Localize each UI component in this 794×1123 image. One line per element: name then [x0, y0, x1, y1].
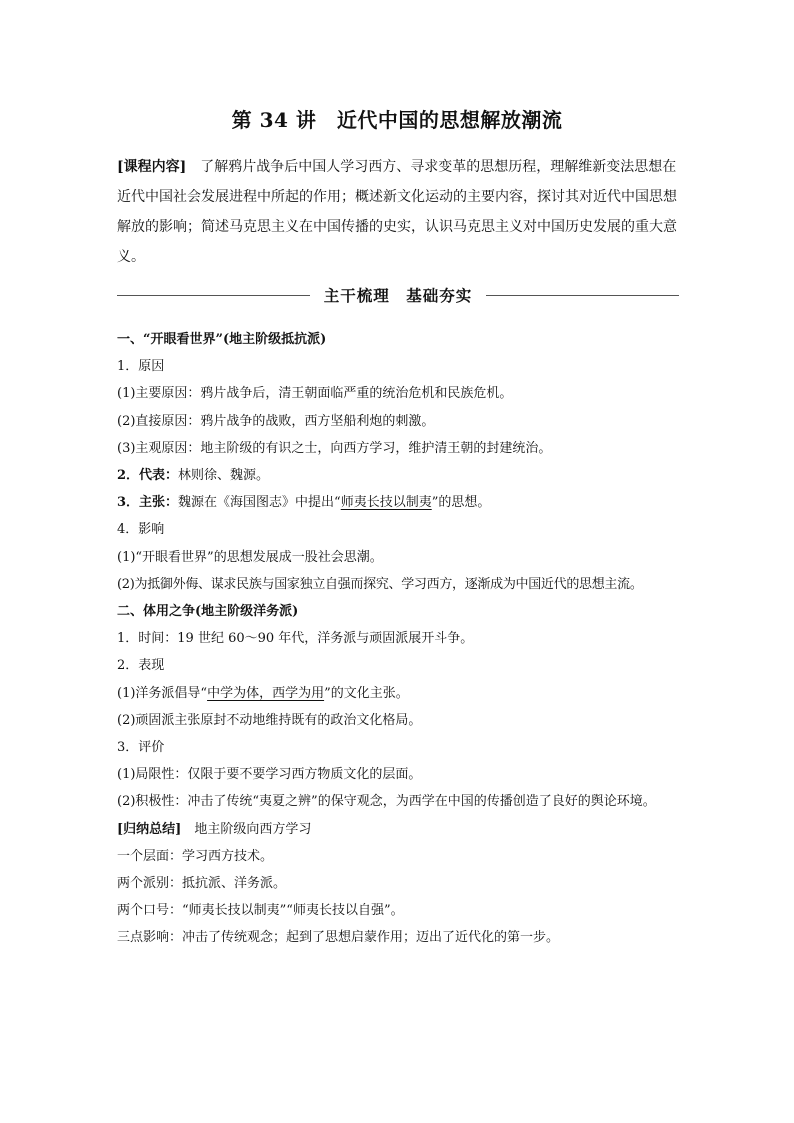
section2-manifest-item: (2)顽固派主张原封不动地维持既有的政治文化格局。 — [117, 712, 422, 728]
main-body — [117, 326, 679, 952]
divider-rule-right — [486, 295, 679, 296]
divider-label: 主干梳理 基础夯实 — [323, 287, 473, 305]
section2-eval-item: (1)局限性：仅限于要不要学习西方物质文化的层面。 — [117, 767, 422, 783]
representatives-text: 林则徐、魏源。 — [178, 468, 270, 484]
summary-item: 三点影响：冲击了传统观念；起到了思想启蒙作用；迈出了近代化的第一步。 — [117, 930, 560, 946]
proposition-underlined: 师夷长技以制夷 — [340, 495, 432, 511]
summary-item: 一个层面：学习西方技术。 — [117, 848, 274, 864]
section2-time: 1．时间：19 世纪 60～90 年代，洋务派与顽固派展开斗争。 — [117, 631, 474, 647]
proposition-post: ”的思想。 — [431, 495, 491, 511]
summary-heading — [117, 816, 679, 843]
section1-proposition — [117, 489, 679, 516]
section2-manifest-title: 2．表现 — [117, 658, 165, 674]
summary-item: 两个口号：“师夷长技以制夷”“师夷长技以自强”。 — [117, 903, 404, 919]
section1-cause-title: 1．原因 — [117, 359, 165, 375]
section-divider — [117, 283, 679, 307]
manifest-item1-post: ”的文化主张。 — [324, 685, 409, 701]
course-content-tag: [课程内容] — [117, 159, 187, 175]
section1-impact-item: (2)为抵御外侮、谋求民族与国家独立自强而探究、学习西方，逐渐成为中国近代的思想主流。 — [117, 576, 643, 592]
section1-cause-item: (3)主观原因：地主阶级的有识之士，向西方学习，维护清王朝的封建统治。 — [117, 440, 552, 456]
summary-tag: [归纳总结] — [117, 821, 182, 837]
representatives-label: 2．代表： — [117, 468, 179, 484]
summary-title: 地主阶级向西方学习 — [181, 821, 312, 837]
lesson-title: 第 34 讲 近代中国的思想解放潮流 — [231, 108, 563, 132]
divider-rule-left — [117, 295, 310, 296]
section1-cause-item: (2)直接原因：鸦片战争的战败，西方坚船利炮的刺激。 — [117, 413, 435, 429]
section2-eval-title: 3．评价 — [117, 740, 165, 756]
summary-item: 两个派别：抵抗派、洋务派。 — [117, 876, 287, 892]
proposition-label: 3．主张： — [117, 495, 179, 511]
course-content-text: 了解鸦片战争后中国人学习西方、寻求变革的思想历程，理解维新变法思想在近代中国社会发展进程中所起的作用；概述新文化运动的主要内容，探讨其对近代中国思想解放的影响；简述马克思主义在中国传播的史实，认识马克思主义对中国历史发展的重大意义。 — [117, 159, 677, 265]
section1-cause-item: (1)主要原因：鸦片战争后，清王朝面临严重的统治危机和民族危机。 — [117, 386, 513, 402]
proposition-pre: 魏源在《海国图志》中提出“ — [178, 495, 341, 511]
section1-impact-title: 4．影响 — [117, 522, 165, 538]
section1-impact-item: (1)“开眼看世界”的思想发展成一股社会思潮。 — [117, 549, 383, 565]
course-content — [117, 152, 679, 272]
section2-manifest-item — [117, 680, 679, 707]
manifest-item1-underlined: 中学为体，西学为用 — [207, 685, 325, 701]
section1-representatives — [117, 462, 679, 489]
section2-eval-item: (2)积极性：冲击了传统“夷夏之辨”的保守观念，为西学在中国的传播创造了良好的舆论环境。 — [117, 794, 656, 810]
section2-heading: 二、体用之争(地主阶级洋务派) — [117, 604, 299, 620]
section1-heading: 一、“开眼看世界”(地主阶级抵抗派) — [117, 332, 327, 347]
manifest-item1-pre: (1)洋务派倡导“ — [117, 685, 208, 701]
